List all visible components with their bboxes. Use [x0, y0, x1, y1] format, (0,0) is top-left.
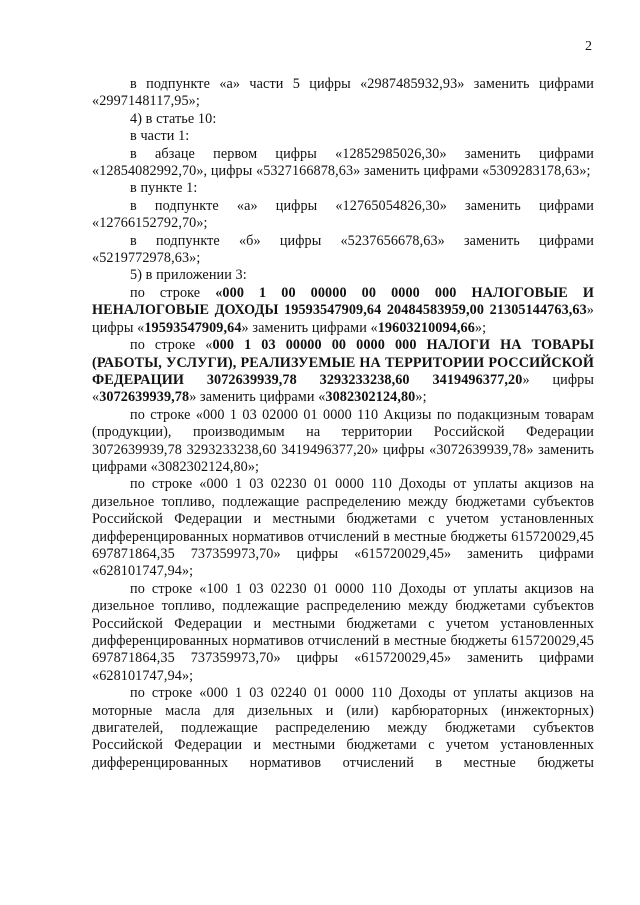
paragraph-14: по строке «000 1 03 02240 01 0000 110 Доходы от уплаты акцизов на моторные масла для дизельных и (или) карбюраторных (инжекторных) двигателей, подлежащие распределению между бюджетами субъектов Российской Федерации и местными бюджетами с учетом установленных дифференцированных нормативов отчислений в местные бюджеты — [92, 685, 594, 771]
paragraph-10 — [92, 337, 594, 407]
paragraph-10-bold-3: 3082302124,80 — [325, 389, 416, 406]
paragraph-9 — [92, 285, 594, 337]
paragraph-10-text-1: по строке « — [130, 337, 213, 354]
document-body — [92, 76, 594, 772]
paragraph-10-text-4: »; — [415, 389, 427, 406]
page-number: 2 — [585, 39, 592, 54]
paragraph-2: 4) в статье 10: — [130, 110, 217, 127]
paragraph-5: в пункте 1: — [130, 180, 198, 197]
paragraph-9-text-1: по строке — [130, 284, 216, 301]
paragraph-9-text-2: » цифры « — [92, 302, 594, 336]
paragraph-9-bold-1: «000 1 00 00000 00 0000 000 НАЛОГОВЫЕ И НЕНАЛОГОВЫЕ ДОХОДЫ 19593547909,64 20484583959,00 21305144763,63 — [92, 284, 594, 319]
paragraph-1: в подпункте «а» части 5 цифры «2987485932,93» заменить цифрами «2997148117,95»; — [92, 76, 594, 110]
paragraph-9-bold-2: 19593547909,64 — [144, 319, 242, 336]
paragraph-12: по строке «000 1 03 02230 01 0000 110 Доходы от уплаты акцизов на дизельное топливо, подлежащие распределению между бюджетами субъектов Российской Федерации и местными бюджетами с учетом установленных дифференцированных нормативов отчислений в местные бюджеты 615720029,45 697871864,35 737359973,70» цифры «615720029,45» заменить цифрами «628101747,94»; — [92, 476, 594, 580]
paragraph-8: 5) в приложении 3: — [130, 267, 247, 284]
paragraph-9-text-4: »; — [474, 319, 487, 336]
paragraph-10-bold-1: 000 1 03 00000 00 0000 000 НАЛОГИ НА ТОВАРЫ (РАБОТЫ, УСЛУГИ), РЕАЛИЗУЕМЫЕ НА ТЕРРИТОРИИ РОССИЙСКОЙ ФЕДЕРАЦИИ 3072639939,78 3293233238,60 3419496377,20 — [92, 337, 594, 388]
paragraph-4: в абзаце первом цифры «12852985026,30» заменить цифрами «12854082992,70», цифры «5327166878,63» заменить цифрами «5309283178,63»; — [92, 145, 594, 180]
paragraph-10-text-3: » заменить цифрами « — [189, 389, 326, 406]
paragraph-13: по строке «100 1 03 02230 01 0000 110 Доходы от уплаты акцизов на дизельное топливо, подлежащие распределению между бюджетами субъектов Российской Федерации и местными бюджетами с учетом установленных дифференцированных нормативов отчислений в местные бюджеты 615720029,45 697871864,35 737359973,70» цифры «615720029,45» заменить цифрами «628101747,94»; — [92, 580, 594, 684]
paragraph-7: в подпункте «б» цифры «5237656678,63» заменить цифрами «5219772978,63»; — [92, 232, 594, 267]
paragraph-10-text-2: » цифры « — [92, 371, 594, 406]
paragraph-9-bold-3: 19603210094,66 — [377, 319, 475, 336]
paragraph-3: в части 1: — [130, 128, 190, 145]
paragraph-9-text-3: » заменить цифрами « — [241, 319, 378, 336]
paragraph-10-bold-2: 3072639939,78 — [99, 389, 190, 406]
paragraph-11: по строке «000 1 03 02000 01 0000 110 Акцизы по подакцизным товарам (продукции), производимым на территории Российской Федерации 3072639939,78 3293233238,60 3419496377,20» цифры «3072639939,78» заменить цифрами «3082302124,80»; — [92, 406, 594, 475]
paragraph-6: в подпункте «а» цифры «12765054826,30» заменить цифрами «12766152792,70»; — [92, 197, 594, 232]
